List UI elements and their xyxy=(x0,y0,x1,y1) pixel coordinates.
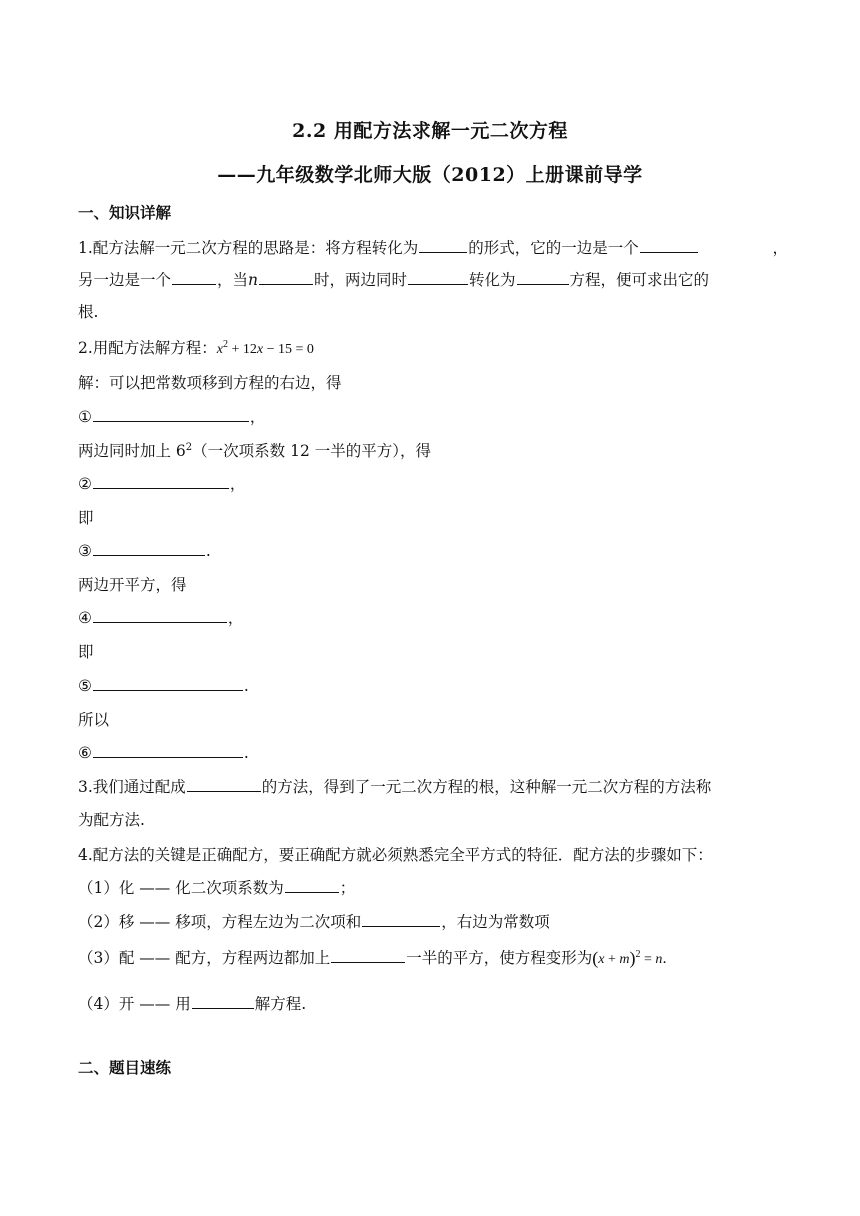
section-heading-knowledge: 一、知识详解 xyxy=(78,203,172,222)
q1-line-2 xyxy=(78,270,788,290)
q1-text-d: 另一边是一个 ，当n 时，两边同时 转化为 方程，便可求出它的 xyxy=(78,271,710,289)
q4-blank-4[interactable] xyxy=(192,994,254,1009)
q2-blank-4[interactable] xyxy=(93,608,227,623)
q4-blank-3[interactable] xyxy=(331,948,405,963)
q2-step-5: ⑤ . xyxy=(78,677,249,695)
q2-step-4: ④ ， xyxy=(78,609,244,627)
q1-text-a: 1.配方法解一元二次方程的思路是：将方程转化为 的形式，它的一边是一个 xyxy=(78,238,699,258)
q3-blank[interactable] xyxy=(187,777,261,792)
q2-step-3: ③ . xyxy=(78,542,211,560)
page-subtitle: ——九年级数学北师大版（2012）上册课前导学 xyxy=(217,164,643,186)
q2-blank-6[interactable] xyxy=(93,743,243,758)
q2-solution-intro: 解：可以把常数项移到方程的右边，得 xyxy=(78,374,342,392)
q1-blank-form[interactable] xyxy=(419,238,467,253)
q4-intro: 4.配方法的关键是正确配方，要正确配方就必须熟悉完全平方式的特征．配方法的步骤如下： xyxy=(78,846,713,864)
q2-step-6: ⑥ . xyxy=(78,744,249,762)
q4-blank-1[interactable] xyxy=(285,878,339,893)
q2-prompt: 2.用配方法解方程：$x^2 + 12x - 15 = 0$ xyxy=(78,339,314,357)
q3-line-2: 为配方法. xyxy=(78,811,145,829)
q2-add-line: 两边同时加上 $6^2$（一次项系数 12 一半的平方），得 xyxy=(78,442,432,460)
q4-step-2: （2）移 —— 移项，方程左边为二次项和 ，右边为常数项 xyxy=(78,913,550,931)
q4-step-4: （4）开 —— 用 解方程. xyxy=(78,995,307,1013)
q1-blank-square[interactable] xyxy=(640,238,698,253)
q3-line-1: 3.我们通过配成 的方法，得到了一元二次方程的根，这种解一元二次方程的方法称 xyxy=(78,778,712,796)
q2-step-2: ② ， xyxy=(78,475,246,493)
q4-step-3: （3）配 —— 配方，方程两边都加上 一半的平方，使方程变形为$(x + m)^2 = n$． xyxy=(78,948,677,968)
q2-blank-1[interactable] xyxy=(93,407,249,422)
q1-blank-type[interactable] xyxy=(517,270,569,285)
q2-ji-1: 即 xyxy=(78,509,94,527)
q2-suoyi: 所以 xyxy=(78,711,110,729)
q1-blank-condition[interactable] xyxy=(259,270,313,285)
q4-step-1: （1）化 —— 化二次项系数为 ； xyxy=(78,879,356,897)
q2-step-1: ① ， xyxy=(78,408,266,426)
q1-line-3: 根. xyxy=(78,303,99,321)
section-heading-practice: 二、题目速练 xyxy=(78,1058,172,1077)
q1-blank-operation[interactable] xyxy=(408,270,468,285)
q1-line-1 xyxy=(78,238,788,258)
q2-blank-2[interactable] xyxy=(93,474,229,489)
q2-ji-2: 即 xyxy=(78,643,94,661)
q2-equation: $x^2 + 12x - 15 = 0$ xyxy=(216,339,314,357)
q2-sqrt-line: 两边开平方，得 xyxy=(78,576,187,594)
q4-completed-square-form: $(x + m)^2 = n$． xyxy=(592,948,677,968)
q4-blank-2[interactable] xyxy=(362,912,440,927)
q1-blank-constant[interactable] xyxy=(172,270,216,285)
q2-blank-5[interactable] xyxy=(93,676,243,691)
q2-blank-3[interactable] xyxy=(93,541,205,556)
q1-text-c: ， xyxy=(772,239,788,257)
page-title: 2.2 用配方法求解一元二次方程 xyxy=(292,120,568,142)
